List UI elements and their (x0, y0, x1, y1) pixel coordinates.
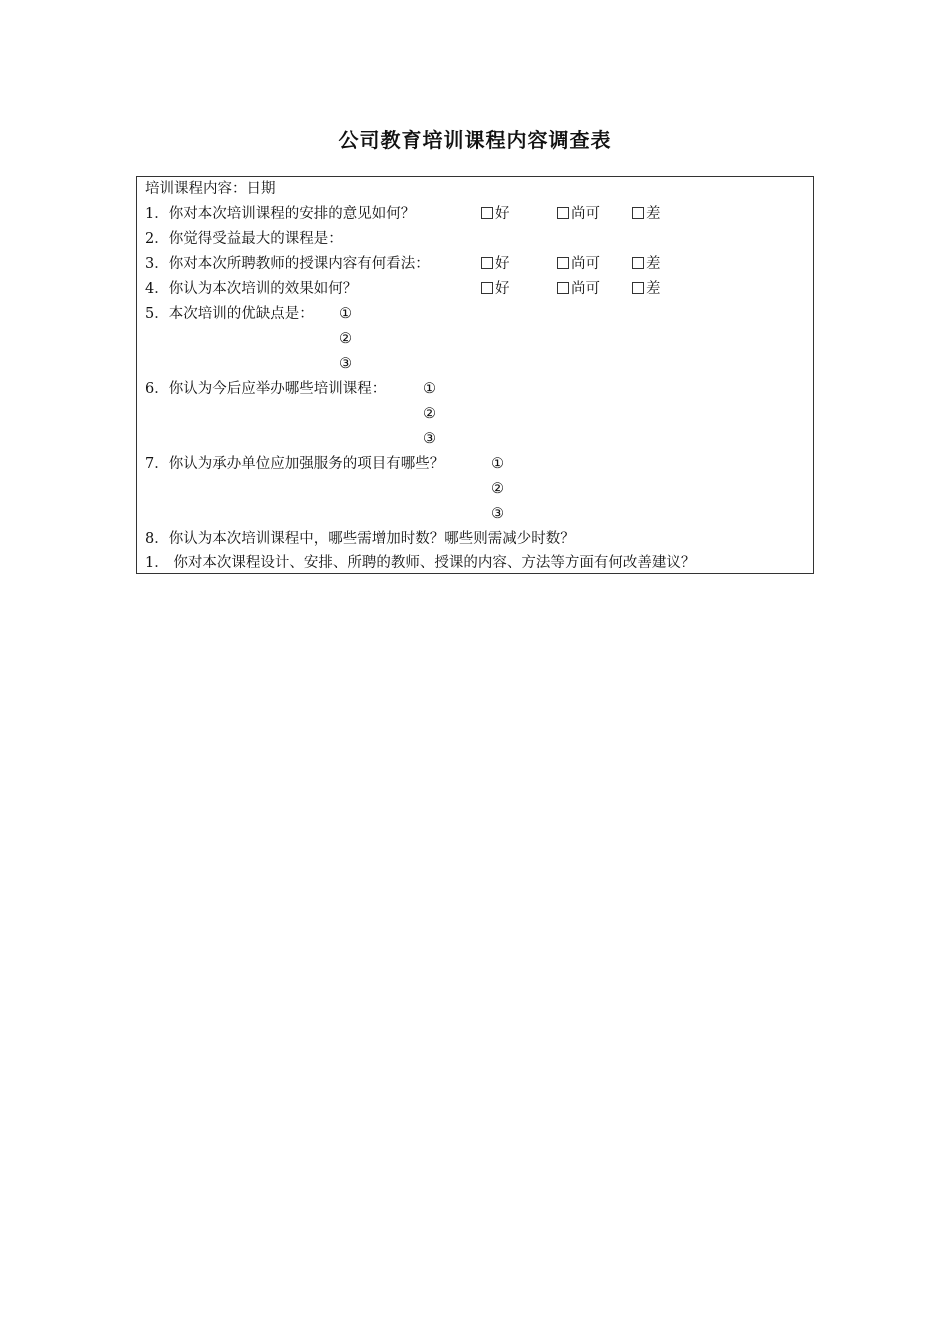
q6-marker-1: ① (423, 381, 436, 397)
question-suggestions: 1． 你对本次课程设计、安排、所聘的教师、授课的内容、方法等方面有何改善建议？ (145, 555, 696, 571)
question-6: 6．你认为今后应举办哪些培训课程： (145, 381, 387, 397)
question-8: 8．你认为本次培训课程中，哪些需增加时数？哪些则需减少时数？ (145, 531, 575, 547)
question-5: 5．本次培训的优缺点是： (145, 306, 314, 322)
question-7: 7．你认为承办单位应加强服务的项目有哪些？ (145, 456, 445, 472)
checkbox-icon[interactable] (481, 257, 493, 269)
checkbox-icon[interactable] (557, 257, 569, 269)
q1-option-poor[interactable] (632, 202, 661, 227)
q3-option-fair[interactable] (557, 252, 600, 277)
q4-option-fair[interactable] (557, 277, 600, 302)
question-4: 4．你认为本次培训的效果如何？ (145, 281, 358, 297)
checkbox-icon[interactable] (632, 207, 644, 219)
q3-option-poor-label: 差 (646, 256, 661, 272)
q5-marker-3: ③ (339, 356, 352, 372)
q4-option-good-label: 好 (495, 281, 510, 297)
q4-option-poor-label: 差 (646, 281, 661, 297)
question-2: 2．你觉得受益最大的课程是： (145, 231, 343, 247)
checkbox-icon[interactable] (632, 282, 644, 294)
header-line: 培训课程内容：日期 (145, 181, 276, 197)
checkbox-icon[interactable] (481, 207, 493, 219)
question-1: 1．你对本次培训课程的安排的意见如何？ (145, 206, 416, 222)
q1-option-fair[interactable] (557, 202, 600, 227)
q7-marker-3: ③ (491, 506, 504, 522)
q6-marker-3: ③ (423, 431, 436, 447)
q1-option-fair-label: 尚可 (571, 206, 600, 222)
q6-marker-2: ② (423, 406, 436, 422)
q4-option-good[interactable] (481, 277, 510, 302)
checkbox-icon[interactable] (481, 282, 493, 294)
q7-marker-1: ① (491, 456, 504, 472)
q3-option-poor[interactable] (632, 252, 661, 277)
q1-option-good-label: 好 (495, 206, 510, 222)
survey-form (136, 176, 814, 574)
q7-marker-2: ② (491, 481, 504, 497)
question-3: 3．你对本次所聘教师的授课内容有何看法： (145, 256, 430, 272)
q1-option-poor-label: 差 (646, 206, 661, 222)
q4-option-fair-label: 尚可 (571, 281, 600, 297)
checkbox-icon[interactable] (557, 282, 569, 294)
q3-option-good[interactable] (481, 252, 510, 277)
q5-marker-1: ① (339, 306, 352, 322)
q3-option-fair-label: 尚可 (571, 256, 600, 272)
q3-option-good-label: 好 (495, 256, 510, 272)
q4-option-poor[interactable] (632, 277, 661, 302)
page-title: 公司教育培训课程内容调查表 (338, 128, 612, 152)
q5-marker-2: ② (339, 331, 352, 347)
q1-option-good[interactable] (481, 202, 510, 227)
checkbox-icon[interactable] (632, 257, 644, 269)
checkbox-icon[interactable] (557, 207, 569, 219)
